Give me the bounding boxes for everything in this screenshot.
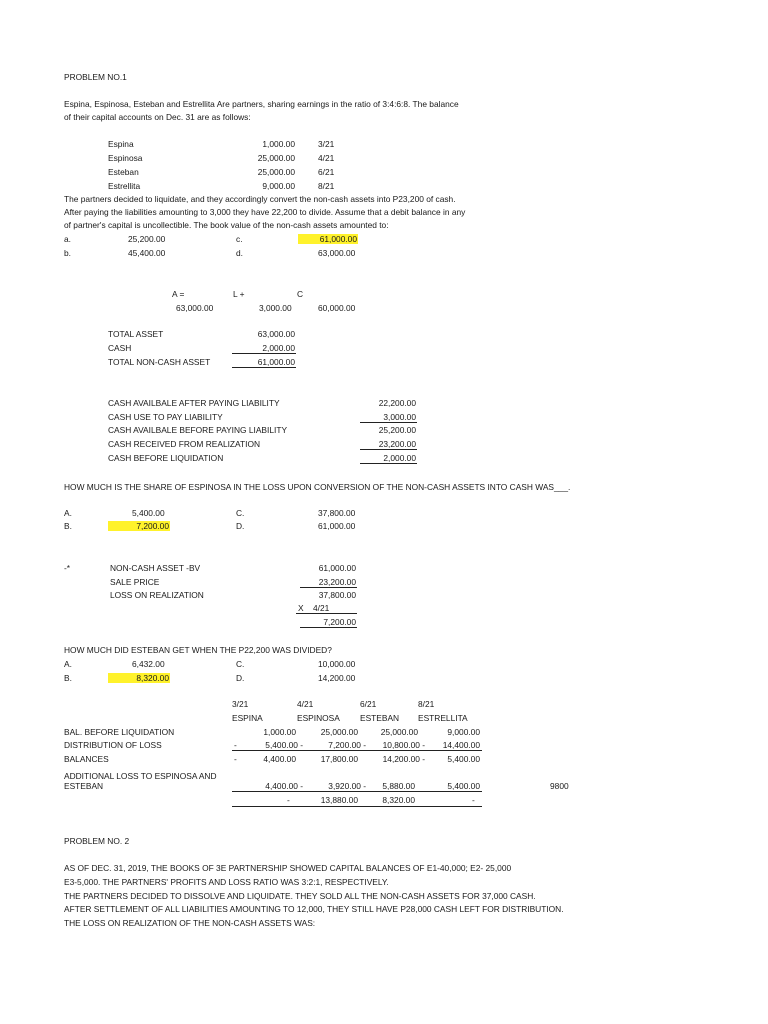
equation-a-value: 63,000.00 xyxy=(176,303,214,313)
side-note: 9800 xyxy=(550,781,569,791)
underline xyxy=(360,449,417,450)
cashflow-value: 3,000.00 xyxy=(383,412,416,422)
equation-l-value: 3,000.00 xyxy=(259,303,292,313)
problem2-line: AS OF DEC. 31, 2019, THE BOOKS OF 3E PARTNERSHIP SHOWED CAPITAL BALANCES OF E1-40,000; E2- 25,000 xyxy=(64,863,512,873)
option-value: 45,400.00 xyxy=(128,248,166,258)
equation-c-value: 60,000.00 xyxy=(318,303,356,313)
loss-value: 61,000.00 xyxy=(318,563,356,573)
partner-name: ESTRELLITA xyxy=(418,713,468,723)
cell-value: 10,800.00 - xyxy=(382,740,425,750)
equation-l: L + xyxy=(233,289,245,299)
cell-value: 25,000.00 xyxy=(380,727,418,737)
partner-ratio: 6/21 xyxy=(360,699,377,709)
option-label: A. xyxy=(64,508,72,518)
cashflow-value: 2,000.00 xyxy=(383,453,416,463)
answer-highlight xyxy=(298,234,358,244)
capital-ratio: 4/21 xyxy=(318,153,335,163)
row-label: BAL. BEFORE LIQUIDATION xyxy=(64,727,175,737)
cell-value: 5,400.00 xyxy=(447,754,480,764)
times-sign: X xyxy=(298,603,304,613)
option-label: D. xyxy=(236,673,245,683)
loss-label: NON-CASH ASSET -BV xyxy=(110,563,201,573)
question-3: HOW MUCH DID ESTEBAN GET WHEN THE P22,200 WAS DIVIDED? xyxy=(64,645,332,655)
cell-value: 13,880.00 xyxy=(320,795,358,805)
cell-value: 1,000.00 xyxy=(263,727,296,737)
loss-label: SALE PRICE xyxy=(110,577,160,587)
option-value: 37,800.00 xyxy=(318,508,356,518)
cell-value: - xyxy=(287,795,290,805)
option-value: 61,000.00 xyxy=(318,521,356,531)
problem1-heading: PROBLEM NO.1 xyxy=(64,72,127,82)
option-value: 14,200.00 xyxy=(318,673,356,683)
partner-ratio: 8/21 xyxy=(418,699,435,709)
capital-amount: 25,000.00 xyxy=(257,153,295,163)
capital-name: Espina xyxy=(108,139,134,149)
problem2-line: E3-5,000. THE PARTNERS' PROFITS AND LOSS RATIO WAS 3:2:1, RESPECTIVELY. xyxy=(64,877,389,887)
underline xyxy=(232,791,482,792)
asset-value: 2,000.00 xyxy=(262,343,295,353)
cell-value: 17,800.00 xyxy=(320,754,358,764)
partner-name: ESTEBAN xyxy=(360,713,400,723)
partner-name: ESPINOSA xyxy=(297,713,340,723)
option-value-selected: 8,320.00 xyxy=(108,673,170,683)
underline xyxy=(232,806,482,807)
cell-value: 9,000.00 xyxy=(447,727,480,737)
option-label: B. xyxy=(64,673,72,683)
underline xyxy=(232,353,296,354)
cell-value: 4,400.00 - xyxy=(265,781,303,791)
option-value: 63,000.00 xyxy=(318,248,356,258)
cell-value: 14,200.00 - xyxy=(382,754,425,764)
cashflow-value: 22,200.00 xyxy=(378,398,416,408)
option-label: d. xyxy=(236,248,243,258)
asset-label: TOTAL NON-CASH ASSET xyxy=(108,357,211,367)
loss-result: 7,200.00 xyxy=(323,617,356,627)
row-label: BALANCES xyxy=(64,754,109,764)
row-label: ESTEBAN xyxy=(64,781,104,791)
underline xyxy=(360,422,417,423)
asset-value: 61,000.00 xyxy=(257,357,295,367)
option-label: D. xyxy=(236,521,245,531)
underline xyxy=(296,613,357,614)
asset-label: TOTAL ASSET xyxy=(108,329,164,339)
partner-ratio: 3/21 xyxy=(232,699,249,709)
cell-value: 7,200.00 - xyxy=(328,740,366,750)
capital-name: Espinosa xyxy=(108,153,143,163)
intro-line-1: Espina, Espinosa, Esteban and Estrellita Are partners, sharing earnings in the ratio of 3:4:6:8. The balance xyxy=(64,99,459,109)
answer-highlight xyxy=(108,521,170,531)
option-label: C. xyxy=(236,659,245,669)
capital-amount: 1,000.00 xyxy=(262,139,295,149)
problem2-line: AFTER SETTLEMENT OF ALL LIABILITIES AMOUNTING TO 12,000, THEY STILL HAVE P28,000 CASH LEFT FOR DISTRIBUTION. xyxy=(64,904,564,914)
cashflow-label: CASH BEFORE LIQUIDATION xyxy=(108,453,224,463)
cell-value: 5,880.00 xyxy=(382,781,415,791)
scenario-line-1: The partners decided to liquidate, and they accordingly convert the non-cash assets into P23,200 of cash. xyxy=(64,194,456,204)
asset-value: 63,000.00 xyxy=(257,329,295,339)
cell-value: 14,400.00 xyxy=(442,740,480,750)
scenario-line-2: After paying the liabilities amounting to 3,000 they have 22,200 to divide. Assume that a debit balance in any xyxy=(64,207,466,217)
option-label: A. xyxy=(64,659,72,669)
underline xyxy=(300,587,357,588)
option-value: 25,200.00 xyxy=(128,234,166,244)
option-label: a. xyxy=(64,234,71,244)
scenario-line-3: of partner's capital is uncollectible. The book value of the non-cash assets amounted to: xyxy=(64,220,389,230)
capital-ratio: 8/21 xyxy=(318,181,335,191)
loss-ratio: 4/21 xyxy=(313,603,330,613)
answer-highlight xyxy=(108,673,170,683)
underline xyxy=(300,627,357,628)
problem2-line: THE LOSS ON REALIZATION OF THE NON-CASH ASSETS WAS: xyxy=(64,918,316,928)
partner-ratio: 4/21 xyxy=(297,699,314,709)
option-value: 6,432.00 xyxy=(132,659,165,669)
cashflow-label: CASH RECEIVED FROM REALIZATION xyxy=(108,439,261,449)
capital-amount: 25,000.00 xyxy=(257,167,295,177)
cashflow-label: CASH USE TO PAY LIABILITY xyxy=(108,412,223,422)
option-label: C. xyxy=(236,508,245,518)
cashflow-value: 25,200.00 xyxy=(378,425,416,435)
row-label: DISTRIBUTION OF LOSS xyxy=(64,740,162,750)
problem2-line: THE PARTNERS DECIDED TO DISSOLVE AND LIQUIDATE. THEY SOLD ALL THE NON-CASH ASSETS FOR 37,000 CASH. xyxy=(64,891,536,901)
dash-mark: - xyxy=(234,754,237,764)
intro-line-2: of their capital accounts on Dec. 31 are as follows: xyxy=(64,112,251,122)
cell-value: 5,400.00 - xyxy=(265,740,303,750)
option-value-selected: 7,200.00 xyxy=(108,521,170,531)
cell-value: 8,320.00 xyxy=(382,795,415,805)
question-2: HOW MUCH IS THE SHARE OF ESPINOSA IN THE LOSS UPON CONVERSION OF THE NON-CASH ASSETS INTO CASH WAS___. xyxy=(64,482,571,492)
capital-ratio: 3/21 xyxy=(318,139,335,149)
loss-value: 37,800.00 xyxy=(318,590,356,600)
capital-amount: 9,000.00 xyxy=(262,181,295,191)
bullet-marker: -* xyxy=(64,563,71,573)
capital-name: Esteban xyxy=(108,167,139,177)
partner-name: ESPINA xyxy=(232,713,263,723)
option-value-selected: 61,000.00 xyxy=(298,234,358,244)
option-label: b. xyxy=(64,248,71,258)
problem2-heading: PROBLEM NO. 2 xyxy=(64,836,130,846)
underline xyxy=(232,750,482,751)
option-value: 5,400.00 xyxy=(132,508,165,518)
equation-a: A = xyxy=(172,289,185,299)
loss-label: LOSS ON REALIZATION xyxy=(110,590,204,600)
cashflow-label: CASH AVAILBALE AFTER PAYING LIABILITY xyxy=(108,398,280,408)
underline xyxy=(232,367,296,368)
capital-ratio: 6/21 xyxy=(318,167,335,177)
asset-label: CASH xyxy=(108,343,132,353)
loss-value: 23,200.00 xyxy=(318,577,356,587)
underline xyxy=(360,463,417,464)
equation-c: C xyxy=(297,289,304,299)
cell-value: 5,400.00 xyxy=(447,781,480,791)
cell-value: - xyxy=(472,795,475,805)
row-label: ADDITIONAL LOSS TO ESPINOSA AND xyxy=(64,771,217,781)
cell-value: 3,920.00 - xyxy=(328,781,366,791)
dash-mark: - xyxy=(234,740,237,750)
option-value: 10,000.00 xyxy=(318,659,356,669)
option-label: c. xyxy=(236,234,243,244)
cashflow-value: 23,200.00 xyxy=(378,439,416,449)
cell-value: 4,400.00 xyxy=(263,754,296,764)
option-label: B. xyxy=(64,521,72,531)
cell-value: 25,000.00 xyxy=(320,727,358,737)
cashflow-label: CASH AVAILBALE BEFORE PAYING LIABILITY xyxy=(108,425,288,435)
capital-name: Estrellita xyxy=(108,181,141,191)
